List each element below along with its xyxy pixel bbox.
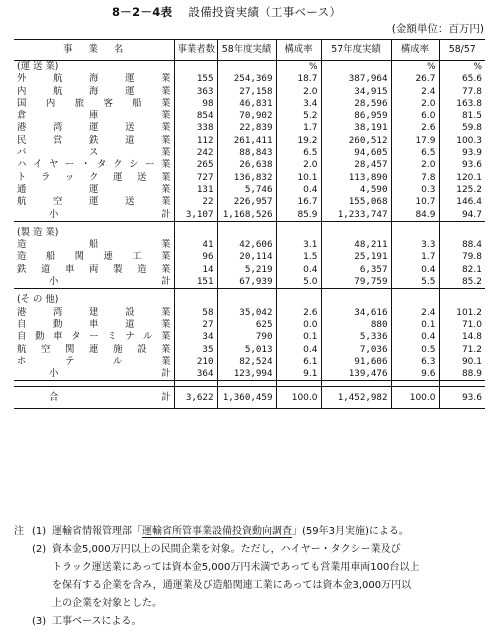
business-name: 港湾運送業 (17, 122, 171, 134)
unit-label: (金額単位：百万円) (391, 23, 484, 35)
count-cell: 854 (174, 110, 217, 122)
fy57-cell: 86,959 (321, 110, 391, 122)
share57-cell: 0.5 (391, 344, 439, 356)
share58-cell: 19.2 (276, 135, 321, 147)
fy57-cell: 38,191 (321, 122, 391, 134)
empty-cell (321, 227, 391, 239)
share58-cell: 0.4 (276, 184, 321, 196)
empty-cell (276, 227, 321, 239)
empty-cell (217, 61, 276, 74)
fy58-cell: 70,902 (217, 110, 276, 122)
note-3 (14, 613, 492, 631)
count-cell: 727 (174, 172, 217, 184)
fy57-cell: 48,211 (321, 239, 391, 251)
share57-cell: 84.9 (391, 209, 439, 222)
growth-cell: 100.3 (439, 135, 485, 147)
investment-table (14, 39, 485, 409)
business-name: 国内旅客船業 (17, 97, 171, 109)
empty-cell (276, 294, 321, 306)
table-row (14, 122, 485, 134)
fy58-cell: 261,411 (217, 135, 276, 147)
share58-cell: 2.6 (276, 307, 321, 319)
empty-cell (391, 227, 439, 239)
notes (14, 523, 492, 631)
group-header-row (14, 61, 485, 74)
fy58-cell: 26,638 (217, 159, 276, 171)
growth-cell: 14.8 (439, 331, 485, 343)
total-label-left: 小 (49, 208, 59, 220)
header-row (14, 40, 485, 61)
table-subtitle: 設備投資実績（工事ベース） (188, 5, 342, 19)
group-label: (そ の 他) (17, 294, 59, 306)
table-row (14, 86, 485, 98)
col-header-fy57: 57年度実績 (321, 40, 391, 61)
fy58-cell: 35,042 (217, 307, 276, 319)
count-cell: 14 (174, 264, 217, 276)
growth-cell: 82.1 (439, 264, 485, 276)
count-cell: 35 (174, 344, 217, 356)
share57-cell: 17.9 (391, 135, 439, 147)
fy58-cell: 88,843 (217, 147, 276, 159)
note-2-line-4: 上の企業を対象とした。 (52, 598, 162, 609)
growth-cell: 125.2 (439, 184, 485, 196)
count-cell: 41 (174, 239, 217, 251)
fy57-cell: 7,036 (321, 344, 391, 356)
empty-cell (391, 294, 439, 306)
share57-cell: 100.0 (391, 387, 439, 409)
count-cell: 364 (174, 368, 217, 381)
growth-cell: 71.2 (439, 344, 485, 356)
table-row (14, 184, 485, 196)
col-header-name: 事業名 (14, 40, 174, 61)
business-name: 造船関連工業 (17, 251, 171, 263)
table-row (14, 239, 485, 251)
fy57-cell: 5,336 (321, 331, 391, 343)
table-row (14, 344, 485, 356)
business-name: 港湾建設業 (17, 306, 171, 318)
share58-cell: 5.2 (276, 110, 321, 122)
fy57-cell: 6,357 (321, 264, 391, 276)
share58-cell: 0.4 (276, 264, 321, 276)
growth-cell: 81.5 (439, 110, 485, 122)
total-label (14, 276, 174, 289)
business-name: トラック運送業 (17, 171, 171, 183)
fy57-cell: 155,068 (321, 196, 391, 208)
fy57-cell: 387,964 (321, 73, 391, 85)
growth-cell: 77.8 (439, 86, 485, 98)
note-3-text: 工事ベースによる。 (52, 616, 142, 627)
count-cell: 338 (174, 122, 217, 134)
count-cell: 363 (174, 86, 217, 98)
fy58-cell: 67,939 (217, 276, 276, 289)
note-2-line-3: を保有する企業を含み，通運業及び造船関連工業にあっては資本金3,000万円以 (52, 580, 412, 591)
col-header-share57: 構成率 (391, 40, 439, 61)
empty-cell (174, 294, 217, 306)
fy58-cell: 254,369 (217, 73, 276, 85)
fy58-cell: 226,957 (217, 196, 276, 208)
share58-cell: 9.1 (276, 368, 321, 381)
fy57-cell: 4,590 (321, 184, 391, 196)
share58-cell: 6.1 (276, 356, 321, 368)
total-label (14, 209, 174, 222)
empty-cell (439, 227, 485, 239)
growth-cell: 85.2 (439, 276, 485, 289)
count-cell: 3,622 (174, 387, 217, 409)
share58-cell: 1.7 (276, 122, 321, 134)
total-label-right: 計 (161, 208, 171, 220)
total-label-left: 合 (49, 391, 59, 403)
share57-cell: 2.6 (391, 122, 439, 134)
group-header-row (14, 227, 485, 239)
percent-mark: % (391, 61, 439, 74)
business-name: 内航海運業 (17, 85, 171, 97)
share57-cell: 10.7 (391, 196, 439, 208)
count-cell: 242 (174, 147, 217, 159)
grand-total-row (14, 387, 485, 409)
count-cell: 155 (174, 73, 217, 85)
fy58-cell: 27,158 (217, 86, 276, 98)
fy58-cell: 46,831 (217, 98, 276, 110)
fy58-cell: 123,994 (217, 368, 276, 381)
fy58-cell: 136,832 (217, 172, 276, 184)
empty-cell (217, 227, 276, 239)
share58-cell: 1.5 (276, 251, 321, 263)
fy57-cell: 113,890 (321, 172, 391, 184)
table-body (14, 61, 485, 409)
share57-cell: 0.4 (391, 264, 439, 276)
total-label-left: 小 (49, 368, 59, 380)
growth-cell: 93.9 (439, 147, 485, 159)
count-cell: 22 (174, 196, 217, 208)
growth-cell: 71.0 (439, 319, 485, 331)
share57-cell: 26.7 (391, 73, 439, 85)
share58-cell: 0.4 (276, 344, 321, 356)
business-name: 自動車ターミナル業 (17, 331, 171, 343)
share57-cell: 2.0 (391, 98, 439, 110)
share58-cell: 18.7 (276, 73, 321, 85)
share58-cell: 0.1 (276, 331, 321, 343)
note-2-mark: (2) (32, 544, 47, 555)
table-number: 8－2－4表 (112, 5, 173, 19)
table-row (14, 307, 485, 319)
table-row (14, 264, 485, 276)
count-cell: 265 (174, 159, 217, 171)
table-row (14, 331, 485, 343)
table-row (14, 172, 485, 184)
share58-cell: 16.7 (276, 196, 321, 208)
business-name: 造船業 (17, 239, 171, 251)
fy57-cell: 79,759 (321, 276, 391, 289)
total-label-right: 計 (161, 368, 171, 380)
fy57-cell: 1,452,982 (321, 387, 391, 409)
table-row (14, 110, 485, 122)
growth-cell: 146.4 (439, 196, 485, 208)
fy57-cell: 139,476 (321, 368, 391, 381)
count-cell: 58 (174, 307, 217, 319)
growth-cell: 88.4 (439, 239, 485, 251)
fy57-cell: 28,457 (321, 159, 391, 171)
share58-cell: 85.9 (276, 209, 321, 222)
table-row (14, 135, 485, 147)
share58-cell: 10.1 (276, 172, 321, 184)
fy58-cell: 625 (217, 319, 276, 331)
growth-cell: 120.1 (439, 172, 485, 184)
fy58-cell: 1,360,459 (217, 387, 276, 409)
growth-cell: 101.2 (439, 307, 485, 319)
share58-cell: 2.0 (276, 159, 321, 171)
business-name: バス業 (17, 147, 171, 159)
empty-cell (321, 61, 391, 74)
growth-cell: 163.8 (439, 98, 485, 110)
note-2 (14, 541, 492, 613)
fy57-cell: 1,233,747 (321, 209, 391, 222)
share57-cell: 2.4 (391, 307, 439, 319)
share58-cell: 3.4 (276, 98, 321, 110)
percent-mark: % (276, 61, 321, 74)
fy58-cell: 20,114 (217, 251, 276, 263)
share57-cell: 2.4 (391, 86, 439, 98)
business-name: 航空関連施設業 (17, 343, 171, 355)
total-label-left: 小 (49, 276, 59, 288)
count-cell: 96 (174, 251, 217, 263)
table-row (14, 356, 485, 368)
col-header-fy58: 58年度実績 (217, 40, 276, 61)
note-1-mark: (1) (32, 526, 47, 537)
subtotal-row (14, 209, 485, 222)
group-label: (運 送 業) (17, 61, 59, 72)
business-name: 外航海運業 (17, 73, 171, 85)
fy57-cell: 34,915 (321, 86, 391, 98)
count-cell: 151 (174, 276, 217, 289)
share57-cell: 5.5 (391, 276, 439, 289)
total-label (14, 387, 174, 409)
share57-cell: 9.6 (391, 368, 439, 381)
share57-cell: 0.4 (391, 331, 439, 343)
table-row (14, 159, 485, 171)
share57-cell: 7.8 (391, 172, 439, 184)
share57-cell: 2.0 (391, 159, 439, 171)
share57-cell: 6.5 (391, 147, 439, 159)
count-cell: 210 (174, 356, 217, 368)
percent-mark: % (439, 61, 485, 74)
count-cell: 34 (174, 331, 217, 343)
share58-cell: 2.0 (276, 86, 321, 98)
share58-cell: 0.0 (276, 319, 321, 331)
empty-cell (321, 294, 391, 306)
note-1-source: 運輸省所管事業設備投資動向調査 (142, 526, 292, 537)
business-name: 民営鉄道業 (17, 134, 171, 146)
subtotal-row (14, 276, 485, 289)
fy57-cell: 34,616 (321, 307, 391, 319)
growth-cell: 65.6 (439, 73, 485, 85)
empty-cell (174, 227, 217, 239)
notes-label: 注 (14, 526, 24, 537)
fy58-cell: 790 (217, 331, 276, 343)
business-name: 通運業 (17, 183, 171, 195)
table-row (14, 251, 485, 263)
note-1 (14, 523, 492, 541)
fy58-cell: 22,839 (217, 122, 276, 134)
count-cell: 98 (174, 98, 217, 110)
total-label-right: 計 (161, 276, 171, 288)
business-name: 鉄道車両製造業 (17, 263, 171, 275)
share57-cell: 6.0 (391, 110, 439, 122)
total-label (14, 368, 174, 381)
note-1-pre: 運輸省情報管理部「 (52, 526, 142, 537)
share57-cell: 0.1 (391, 319, 439, 331)
fy57-cell: 91,606 (321, 356, 391, 368)
business-name: 航空運送業 (17, 196, 171, 208)
share58-cell: 3.1 (276, 239, 321, 251)
fy58-cell: 1,168,526 (217, 209, 276, 222)
table-row (14, 196, 485, 208)
fy58-cell: 5,013 (217, 344, 276, 356)
table-title (112, 4, 341, 20)
count-cell: 112 (174, 135, 217, 147)
count-cell: 131 (174, 184, 217, 196)
note-3-mark: (3) (32, 616, 47, 627)
table-row (14, 319, 485, 331)
business-name: ハイヤー・タクシー業 (17, 159, 171, 171)
note-2-line-2: トラック運送業にあっては資本金5,000万円未満であっても営業用車両100台以上 (52, 562, 420, 573)
fy57-cell: 880 (321, 319, 391, 331)
share58-cell: 6.5 (276, 147, 321, 159)
empty-cell (439, 294, 485, 306)
growth-cell: 88.9 (439, 368, 485, 381)
share58-cell: 100.0 (276, 387, 321, 409)
fy58-cell: 5,219 (217, 264, 276, 276)
growth-cell: 93.6 (439, 159, 485, 171)
share58-cell: 5.0 (276, 276, 321, 289)
fy57-cell: 25,191 (321, 251, 391, 263)
group-label: (製 造 業) (17, 226, 59, 238)
fy57-cell: 94,605 (321, 147, 391, 159)
col-header-share58: 構成率 (276, 40, 321, 61)
fy58-cell: 82,524 (217, 356, 276, 368)
fy58-cell: 42,606 (217, 239, 276, 251)
count-cell: 3,107 (174, 209, 217, 222)
group-header-row (14, 294, 485, 306)
growth-cell: 79.8 (439, 251, 485, 263)
table-row (14, 147, 485, 159)
fy57-cell: 260,512 (321, 135, 391, 147)
note-2-line-1: 資本金5,000万円以上の民間企業を対象。ただし，ハイヤー・タクシー業及び (52, 544, 401, 555)
fy58-cell: 5,746 (217, 184, 276, 196)
total-label-right: 計 (161, 391, 171, 403)
growth-cell: 59.8 (439, 122, 485, 134)
share57-cell: 3.3 (391, 239, 439, 251)
business-name: ホテル業 (17, 355, 171, 367)
growth-cell: 93.6 (439, 387, 485, 409)
business-name: 自動車道業 (17, 318, 171, 330)
share57-cell: 6.3 (391, 356, 439, 368)
note-1-post: 」(59年3月実施)による。 (292, 526, 409, 537)
fy57-cell: 28,596 (321, 98, 391, 110)
empty-cell (217, 294, 276, 306)
table-row (14, 98, 485, 110)
business-name: 倉庫業 (17, 110, 171, 122)
growth-cell: 90.1 (439, 356, 485, 368)
col-header-count: 事業者数 (174, 40, 217, 61)
col-header-growth: 58/57 (439, 40, 485, 61)
empty-cell (174, 61, 217, 74)
subtotal-row (14, 368, 485, 381)
table-row (14, 73, 485, 85)
growth-cell: 94.7 (439, 209, 485, 222)
share57-cell: 1.7 (391, 251, 439, 263)
count-cell: 27 (174, 319, 217, 331)
share57-cell: 0.3 (391, 184, 439, 196)
